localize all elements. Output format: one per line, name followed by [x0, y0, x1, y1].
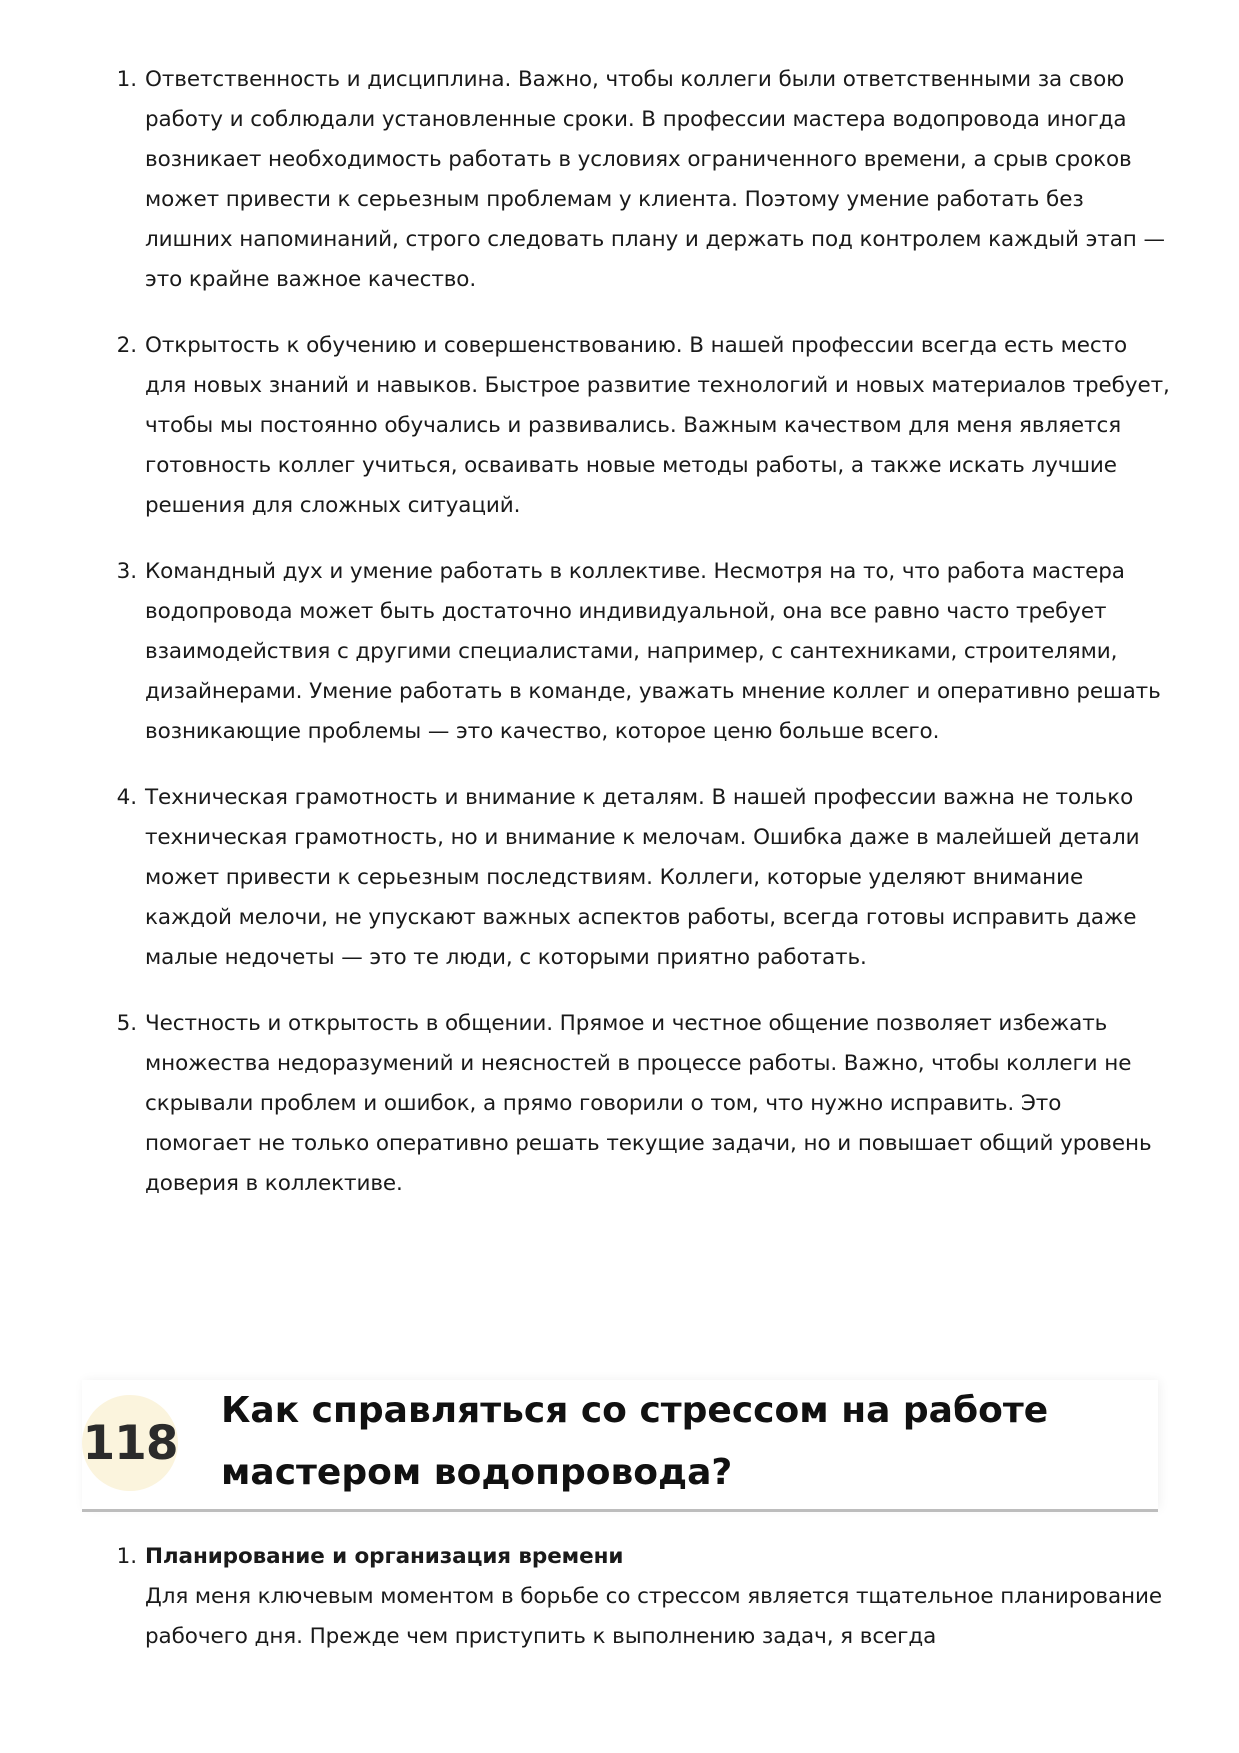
list-item-number: 1.	[116, 1544, 137, 1569]
list-item-text: Командный дух и умение работать в коллективе. Несмотря на то, что работа мастера водопровода может быть достаточно индивидуальной, она все равно часто требует взаимодействия с другими специалистами, например, с сантехниками, строителями, дизайнерами. Умение работать в команде, уважать мнение коллег и оперативно решать возникающие проблемы — это качество, которое ценю больше всего.	[145, 559, 1161, 744]
list-item	[82, 778, 1172, 978]
list-item-text: Честность и открытость в общении. Прямое и честное общение позволяет избежать множества недоразумений и неясностей в процессе работы. Важно, чтобы коллеги не скрывали проблем и ошибок, а прямо говорили о том, что нужно исправить. Это помогает не только оперативно решать текущие задачи, но и повышает общий уровень доверия в коллективе.	[145, 1011, 1152, 1196]
list-item-text: Для меня ключевым моментом в борьбе со стрессом является тщательное планирование рабочего дня. Прежде чем приступить к выполнению задач, я всегда	[145, 1584, 1162, 1649]
list-item-text: Техническая грамотность и внимание к деталям. В нашей профессии важна не только техническая грамотность, но и внимание к мелочам. Ошибка даже в малейшей детали может привести к серьезным последствиям. Коллеги, которые уделяют внимание каждой мелочи, не упускают важных аспектов работы, всегда готовы исправить даже малые недочеты — это те люди, с которыми приятно работать.	[145, 785, 1140, 970]
stress-tips-list	[82, 1537, 1172, 1657]
list-item	[82, 326, 1172, 526]
list-item-text: Открытость к обучению и совершенствованию. В нашей профессии всегда есть место для новых знаний и навыков. Быстрое развитие технологий и новых материалов требует, чтобы мы постоянно обучались и развивались. Важным качеством для меня является готовность коллег учиться, осваивать новые методы работы, а также искать лучшие решения для сложных ситуаций.	[145, 333, 1170, 518]
list-item-number: 5.	[116, 1011, 137, 1036]
question-number-badge: 118	[82, 1395, 178, 1491]
list-item-number: 3.	[116, 559, 137, 584]
list-item-number: 2.	[116, 333, 137, 358]
list-item	[82, 552, 1172, 752]
list-item	[82, 1004, 1172, 1204]
list-item-heading: Планирование и организация времени	[145, 1544, 624, 1569]
section-title: Как справляться со стрессом на работе мастером водопровода?	[221, 1390, 1049, 1493]
list-item-number: 4.	[116, 785, 137, 810]
list-item-text: Ответственность и дисциплина. Важно, чтобы коллеги были ответственными за свою работу и соблюдали установленные сроки. В профессии мастера водопровода иногда возникает необходимость работать в условиях ограниченного времени, а срыв сроков может привести к серьезным проблемам у клиента. Поэтому умение работать без лишних напоминаний, строго следовать плану и держать под контролем каждый этап — это крайне важное качество.	[145, 67, 1165, 292]
list-item	[82, 1537, 1172, 1657]
list-item-number: 1.	[116, 67, 137, 92]
qualities-list	[82, 60, 1172, 1230]
section-header	[82, 1380, 1158, 1512]
list-item	[82, 60, 1172, 300]
